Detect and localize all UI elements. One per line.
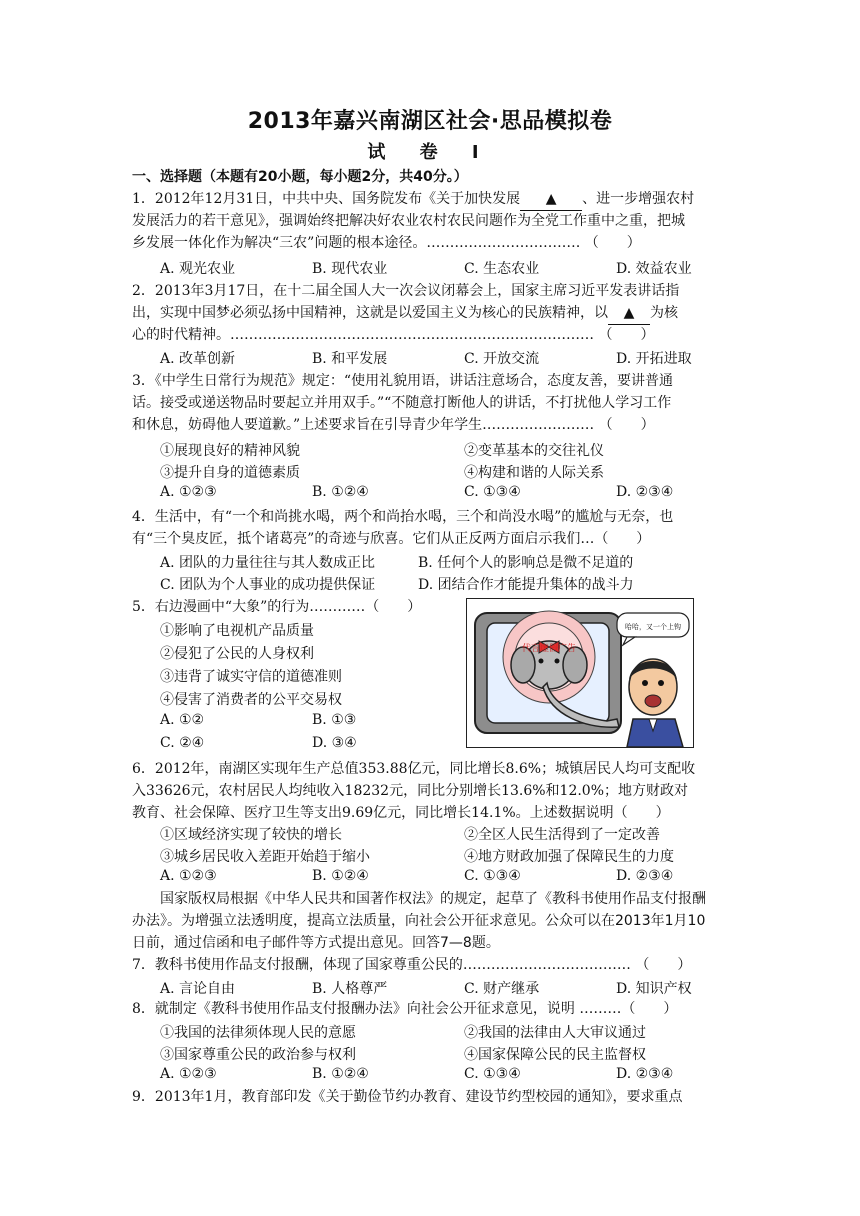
q3-option-d: D. ②③④ xyxy=(616,484,674,500)
q3-option-c: C. ①③④ xyxy=(464,484,521,500)
q2-option-c: C. 开放交流 xyxy=(464,351,540,367)
q2-option-b: B. 和平发展 xyxy=(312,351,388,367)
q5-statement-2: ②侵犯了公民的人身权利 xyxy=(160,646,314,662)
cartoon-sign-text: 代言虚假广告 xyxy=(521,644,577,654)
q6-option-a: A. ①②③ xyxy=(160,868,217,884)
q6-statement-4: ④地方财政加强了保障民生的力度 xyxy=(464,849,674,865)
q6-statement-1: ①区域经济实现了较快的增长 xyxy=(160,827,342,843)
q1-line1: 1．2012年12月31日，中共中央、国务院发布《关于加快发展 ▲ 、进一步增强农村 xyxy=(132,188,694,211)
q1-option-a: A. 观光农业 xyxy=(160,261,236,277)
q1-line3: 乡发展一体化作为解决“三农”问题的根本途径。…………………………… （ ） xyxy=(132,235,641,251)
q2-option-d: D. 开拓进取 xyxy=(616,351,692,367)
q1-option-d: D. 效益农业 xyxy=(616,261,692,277)
q3-statement-3: ③提升自身的道德素质 xyxy=(160,465,300,481)
q8-line1: 8．就制定《教科书使用作品支付报酬办法》向社会公开征求意见，说明 ………（ ） xyxy=(132,1001,678,1017)
elephant-cartoon xyxy=(466,598,694,748)
q7-option-c: C. 财产继承 xyxy=(464,981,540,997)
q8-statement-2: ②我国的法律由人大审议通过 xyxy=(464,1025,646,1041)
cartoon-illustration xyxy=(467,599,693,747)
q4-option-d: D. 团结合作才能提升集体的战斗力 xyxy=(418,577,634,593)
q8-option-a: A. ①②③ xyxy=(160,1066,217,1082)
exam-subtitle: 试 卷 Ⅰ xyxy=(367,142,493,163)
q5-option-a: A. ①② xyxy=(160,712,205,728)
q4-option-c: C. 团队为个人事业的成功提供保证 xyxy=(160,577,376,593)
q5-option-d: D. ③④ xyxy=(312,735,357,751)
q5-option-b: B. ①③ xyxy=(312,712,357,728)
q6-option-d: D. ②③④ xyxy=(616,868,674,884)
q3-statement-4: ④构建和谐的人际关系 xyxy=(464,465,604,481)
q5-option-c: C. ②④ xyxy=(160,735,205,751)
q6-line2: 入33626元，农村居民人均纯收入18232元，同比分别增长13.6%和12.0%；地方财政对 xyxy=(132,783,689,799)
q8-statement-1: ①我国的法律须体现人民的意愿 xyxy=(160,1025,356,1041)
q2-line2: 出，实现中国梦必须弘扬中国精神，这就是以爱国主义为核心的民族精神，以 ▲ 为核 xyxy=(132,302,678,325)
q3-line1: 3．《中学生日常行为规范》规定：“使用礼貌用语，讲话注意场合，态度友善，要讲普通 xyxy=(132,373,674,389)
q4-line1: 4．生活中，有“一个和尚挑水喝，两个和尚抬水喝，三个和尚没水喝”的尴尬与无奈，也 xyxy=(132,509,674,525)
q1-option-c: C. 生态农业 xyxy=(464,261,540,277)
q8-option-b: B. ①②④ xyxy=(312,1066,369,1082)
q4-option-b: B. 任何个人的影响总是微不足道的 xyxy=(418,555,634,571)
q3-statement-2: ②变革基本的交往礼仪 xyxy=(464,443,604,459)
q7-option-d: D. 知识产权 xyxy=(616,981,692,997)
q8-statement-4: ④国家保障公民的民主监督权 xyxy=(464,1047,646,1063)
q6-statement-2: ②全区人民生活得到了一定改善 xyxy=(464,827,660,843)
exam-title: 2013年嘉兴南湖区社会·思品模拟卷 xyxy=(247,109,613,134)
q5-line1: 5．右边漫画中“大象”的行为…………（ ） xyxy=(132,599,422,615)
q5-statement-4: ④侵害了消费者的公平交易权 xyxy=(160,692,342,708)
q4-line2: 有“三个臭皮匠，抵个诸葛亮”的奇迹与欣喜。它们从正反两方面启示我们…（ ） xyxy=(132,531,651,547)
q2-line3: 心的时代精神。…………………………………………………………………… （ ） xyxy=(132,327,655,343)
q6-option-c: C. ①③④ xyxy=(464,868,521,884)
section-heading: 一、选择题（本题有20小题，每小题2分，共40分。） xyxy=(132,169,468,185)
q1-blank: ▲ xyxy=(520,188,582,211)
q7-option-b: B. 人格尊严 xyxy=(312,981,388,997)
reading-material: 国家版权局根据《中华人民共和国著作权法》的规定，起草了《教科书使用作品支付报酬办法》。为增强立法透明度，提高立法质量，向社会公开征求意见。公众可以在2013年1月10日前，通过信函和电子邮件等方式提出意见。回答7—8题。 xyxy=(132,891,706,951)
q9-line1: 9．2013年1月，教育部印发《关于勤俭节约办教育、建设节约型校园的通知》，要求重点 xyxy=(132,1089,683,1105)
q4-option-a: A. 团队的力量往往与其人数成正比 xyxy=(160,555,376,571)
cartoon-speech-text: 哈哈，又一个上钩 xyxy=(625,623,681,631)
q5-statement-1: ①影响了电视机产品质量 xyxy=(160,623,314,639)
q6-option-b: B. ①②④ xyxy=(312,868,369,884)
q1-line2: 发展活力的若干意见》，强调始终把解决好农业农村农民问题作为全党工作重中之重，把城 xyxy=(132,213,685,229)
q2-line1: 2．2013年3月17日，在十二届全国人大一次会议闭幕会上，国家主席习近平发表讲话指 xyxy=(132,283,680,299)
q6-line1: 6．2012年，南湖区实现年生产总值353.88亿元，同比增长8.6%；城镇居民人均可支配收 xyxy=(132,761,696,777)
q8-option-d: D. ②③④ xyxy=(616,1066,674,1082)
q7-option-a: A. 言论自由 xyxy=(160,981,236,997)
q3-statement-1: ①展现良好的精神风貌 xyxy=(160,443,300,459)
q3-line2: 话。接受或递送物品时要起立并用双手。”“不随意打断他人的讲话，不打扰他人学习工作 xyxy=(132,395,672,411)
q6-statement-3: ③城乡居民收入差距开始趋于缩小 xyxy=(160,849,370,865)
q8-statement-3: ③国家尊重公民的政治参与权利 xyxy=(160,1047,356,1063)
q7-line1: 7．教科书使用作品支付报酬，体现了国家尊重公民的……………………………… （ ） xyxy=(132,957,692,973)
q3-option-b: B. ①②④ xyxy=(312,484,369,500)
q6-line3: 教育、社会保障、医疗卫生等支出9.69亿元，同比增长14.1%。上述数据说明（ ） xyxy=(132,805,670,821)
q2-option-a: A. 改革创新 xyxy=(160,351,236,367)
q2-blank: ▲ xyxy=(608,302,650,325)
q3-option-a: A. ①②③ xyxy=(160,484,217,500)
q3-line3: 和休息，妨碍他人要道歉。”上述要求旨在引导青少年学生…………………… （ ） xyxy=(132,417,655,433)
q5-statement-3: ③违背了诚实守信的道德准则 xyxy=(160,669,342,685)
q8-option-c: C. ①③④ xyxy=(464,1066,521,1082)
q1-option-b: B. 现代农业 xyxy=(312,261,388,277)
